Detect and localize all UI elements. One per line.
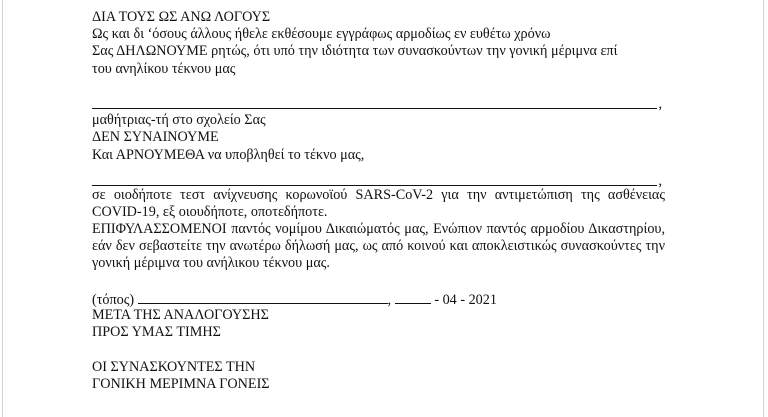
text-line: Σας ΔΗΛΩΝΟΥΜΕ ρητώς, ότι υπό την ιδιότητα των συνασκούντων την γονική μέριμνα επί [92, 43, 618, 60]
closing-line: ΠΡΟΣ ΥΜΑΣ ΤΙΜΗΣ [92, 324, 221, 341]
text-line: μαθήτριας-τή στο σχολείο Σας [92, 112, 266, 129]
spacer [92, 273, 665, 290]
place-label: (τόπος) [92, 291, 135, 308]
spacer [92, 341, 665, 358]
date-suffix: - 04 - 2021 [434, 291, 497, 308]
document-page [92, 9, 665, 393]
text-line: Ως και δι ‘όσους άλλους ήθελε εκθέσουμε εγγράφως αρμοδίως εν ευθέτω χρόνω [92, 26, 551, 43]
spacer [92, 164, 665, 173]
child-name-blank[interactable]: , [92, 95, 665, 112]
text-line: Και ΑΡΝΟΥΜΕΘΑ να υποβληθεί το τέκνο μας, [92, 146, 365, 163]
fill-in-line [92, 108, 657, 109]
text-line: του ανηλίκου τέκνου μας [92, 60, 236, 77]
text-line: σε οιοδήποτε τεστ ανίχνευσης κορωνοϊού SARS-CoV-2 για την αντιμετώπιση της ασθένειας [92, 186, 665, 203]
place-blank[interactable] [138, 290, 388, 304]
page-left-border [2, 0, 3, 417]
spacer [92, 78, 665, 95]
page-right-border [763, 0, 764, 417]
fill-in-line [92, 185, 657, 186]
text-line: ΔΕΝ ΣΥΝΑΙΝΟΥΜΕ [92, 129, 219, 146]
heading: ΔΙΑ ΤΟΥΣ ΩΣ ΑΝΩ ΛΟΓΟΥΣ [92, 9, 271, 25]
closing-line: ΜΕΤΑ ΤΗΣ ΑΝΑΛΟΓΟΥΣΗΣ [92, 307, 269, 324]
day-blank[interactable] [395, 290, 431, 304]
signature-line: ΓΟΝΙΚΗ ΜΕΡΙΜΝΑ ΓΟΝΕΙΣ [92, 375, 270, 392]
place-date-row: (τόπος) , - 04 - 2021 [92, 291, 497, 308]
text-line: COVID-19, εξ οιουδήποτε, οποτεδήποτε. [92, 203, 328, 220]
signature-line: ΟΙ ΣΥΝΑΣΚΟΥΝΤΕΣ ΤΗΝ [92, 358, 256, 375]
school-blank[interactable]: , [92, 173, 665, 187]
reservation-paragraph: ΕΠΙΦΥΛΑΣΣΟΜΕΝΟΙ παντός νομίμου Δικαιώματός μας, Ενώπιον παντός αρμοδίου Δικαστηρίου, εάν δεν σεβαστείτε την ανωτέρω δήλωσή μας, ως από κοινού και αποκλειστικώς συνασκούντες την γονική μέριμνα του ανήλικου τέκνου μας. [92, 221, 665, 272]
